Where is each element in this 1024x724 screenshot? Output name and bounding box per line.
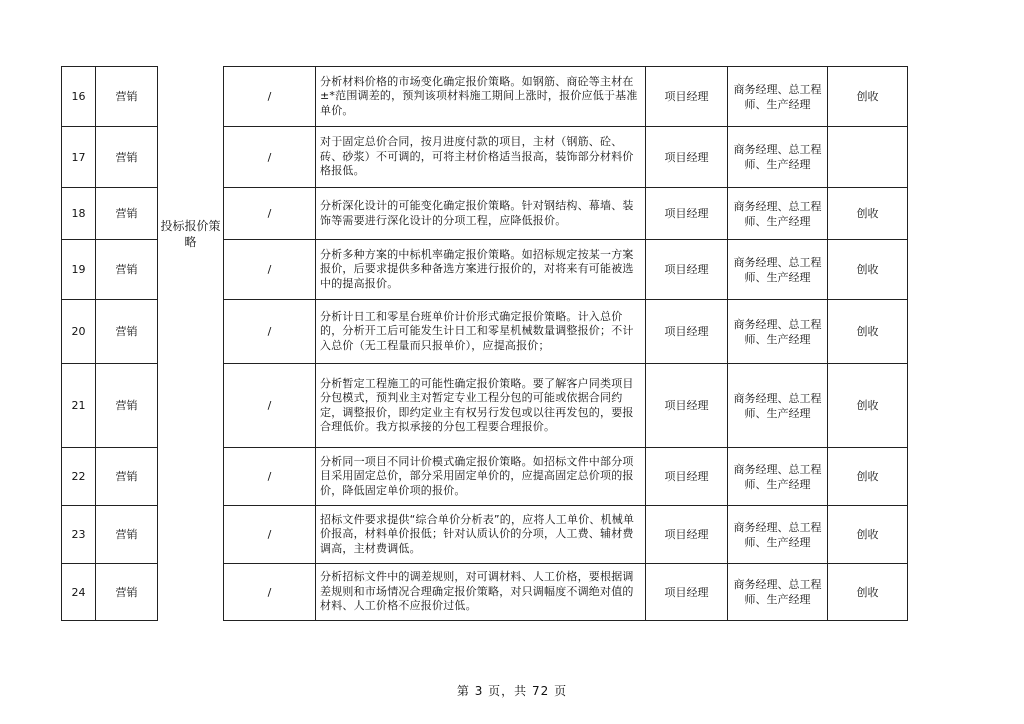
- row-dept: 营销: [96, 188, 158, 240]
- row-description: 分析深化设计的可能变化确定报价策略。针对钢结构、幕墙、装饰等需要进行深化设计的分项工程，应降低报价。: [316, 188, 646, 240]
- row-responsible: 项目经理: [646, 67, 728, 127]
- row-dept: 营销: [96, 300, 158, 364]
- table-row: [62, 364, 908, 448]
- category-cell-mid: [158, 506, 224, 564]
- row-slash: /: [224, 506, 316, 564]
- table-row: [62, 67, 908, 127]
- row-approvers: 商务经理、总工程师、生产经理: [728, 300, 828, 364]
- row-number: 24: [62, 564, 96, 621]
- row-dept: 营销: [96, 506, 158, 564]
- row-number: 22: [62, 448, 96, 506]
- table-row: [62, 506, 908, 564]
- row-description: 对于固定总价合同，按月进度付款的项目，主材（钢筋、砼、砖、砂浆）不可调的，可将主材价格适当报高，装饰部分材料价格报低。: [316, 127, 646, 188]
- category-cell-mid: [158, 127, 224, 188]
- row-approvers: 商务经理、总工程师、生产经理: [728, 364, 828, 448]
- row-dept: 营销: [96, 240, 158, 300]
- row-type: 创收: [828, 364, 908, 448]
- row-type: 创收: [828, 188, 908, 240]
- row-responsible: 项目经理: [646, 364, 728, 448]
- row-slash: /: [224, 448, 316, 506]
- row-number: 16: [62, 67, 96, 127]
- row-slash: /: [224, 564, 316, 621]
- row-dept: 营销: [96, 564, 158, 621]
- row-dept: 营销: [96, 364, 158, 448]
- page-footer: 第 3 页，共 72 页: [456, 684, 568, 698]
- row-responsible: 项目经理: [646, 564, 728, 621]
- row-slash: /: [224, 364, 316, 448]
- row-responsible: 项目经理: [646, 127, 728, 188]
- row-slash: /: [224, 240, 316, 300]
- row-number: 21: [62, 364, 96, 448]
- row-description: 分析暂定工程施工的可能性确定报价策略。要了解客户同类项目分包模式，预判业主对暂定专业工程分包的可能或依据合同约定，调整报价，即约定业主有权另行发包或以往再发包的，要报合理低价。我方拟承接的分包工程要合理报价。: [316, 364, 646, 448]
- row-dept: 营销: [96, 67, 158, 127]
- row-number: 23: [62, 506, 96, 564]
- row-type: 创收: [828, 300, 908, 364]
- row-approvers: 商务经理、总工程师、生产经理: [728, 188, 828, 240]
- row-type: 创收: [828, 564, 908, 621]
- row-number: 18: [62, 188, 96, 240]
- table-row: [62, 127, 908, 188]
- row-description: 分析材料价格的市场变化确定报价策略。如钢筋、商砼等主材在±*范围调差的，预判该项材料施工期间上涨时，报价应低于基准单价。: [316, 67, 646, 127]
- row-dept: 营销: [96, 127, 158, 188]
- category-cell-top: [158, 67, 224, 127]
- row-approvers: 商务经理、总工程师、生产经理: [728, 448, 828, 506]
- row-approvers: 商务经理、总工程师、生产经理: [728, 67, 828, 127]
- row-responsible: 项目经理: [646, 300, 728, 364]
- row-description: 分析同一项目不同计价模式确定报价策略。如招标文件中部分项目采用固定总价，部分采用固定单价的，应提高固定总价项的报价，降低固定单价项的报价。: [316, 448, 646, 506]
- row-slash: /: [224, 188, 316, 240]
- strategy-table: [61, 66, 908, 621]
- row-dept: 营销: [96, 448, 158, 506]
- row-type: 创收: [828, 240, 908, 300]
- row-description: 招标文件要求提供“综合单价分析表”的，应将人工单价、机械单价报高，材料单价报低；针对认质认价的分项，人工费、辅材费调高，主材费调低。: [316, 506, 646, 564]
- row-approvers: 商务经理、总工程师、生产经理: [728, 127, 828, 188]
- row-slash: /: [224, 300, 316, 364]
- row-approvers: 商务经理、总工程师、生产经理: [728, 506, 828, 564]
- category-cell-mid: [158, 300, 224, 364]
- row-responsible: 项目经理: [646, 506, 728, 564]
- row-type: 创收: [828, 67, 908, 127]
- table-row: [62, 188, 908, 240]
- row-type: [828, 127, 908, 188]
- table-row: [62, 448, 908, 506]
- row-responsible: 项目经理: [646, 188, 728, 240]
- row-description: 分析多种方案的中标机率确定报价策略。如招标规定按某一方案报价，后要求提供多种备选方案进行报价的，对将来有可能被选中的提高报价。: [316, 240, 646, 300]
- row-description: 分析招标文件中的调差规则，对可调材料、人工价格，要根据调差规则和市场情况合理确定报价策略，对只调幅度不调绝对值的材料、人工价格不应报价过低。: [316, 564, 646, 621]
- row-responsible: 项目经理: [646, 240, 728, 300]
- row-type: 创收: [828, 448, 908, 506]
- category-cell-bottom: [158, 564, 224, 621]
- category-cell-mid: [158, 364, 224, 448]
- table-row: [62, 300, 908, 364]
- row-slash: /: [224, 127, 316, 188]
- row-approvers: 商务经理、总工程师、生产经理: [728, 240, 828, 300]
- row-number: 20: [62, 300, 96, 364]
- table-row: [62, 564, 908, 621]
- category-label: 投标报价策略: [160, 218, 221, 249]
- row-approvers: 商务经理、总工程师、生产经理: [728, 564, 828, 621]
- row-responsible: 项目经理: [646, 448, 728, 506]
- row-number: 19: [62, 240, 96, 300]
- category-cell-mid: [158, 448, 224, 506]
- row-number: 17: [62, 127, 96, 188]
- row-description: 分析计日工和零星台班单价计价形式确定报价策略。计入总价的，分析开工后可能发生计日工和零星机械数量调整报价；不计入总价（无工程量而只报单价），应提高报价；: [316, 300, 646, 364]
- row-slash: /: [224, 67, 316, 127]
- category-label-cell: [158, 188, 224, 249]
- row-type: 创收: [828, 506, 908, 564]
